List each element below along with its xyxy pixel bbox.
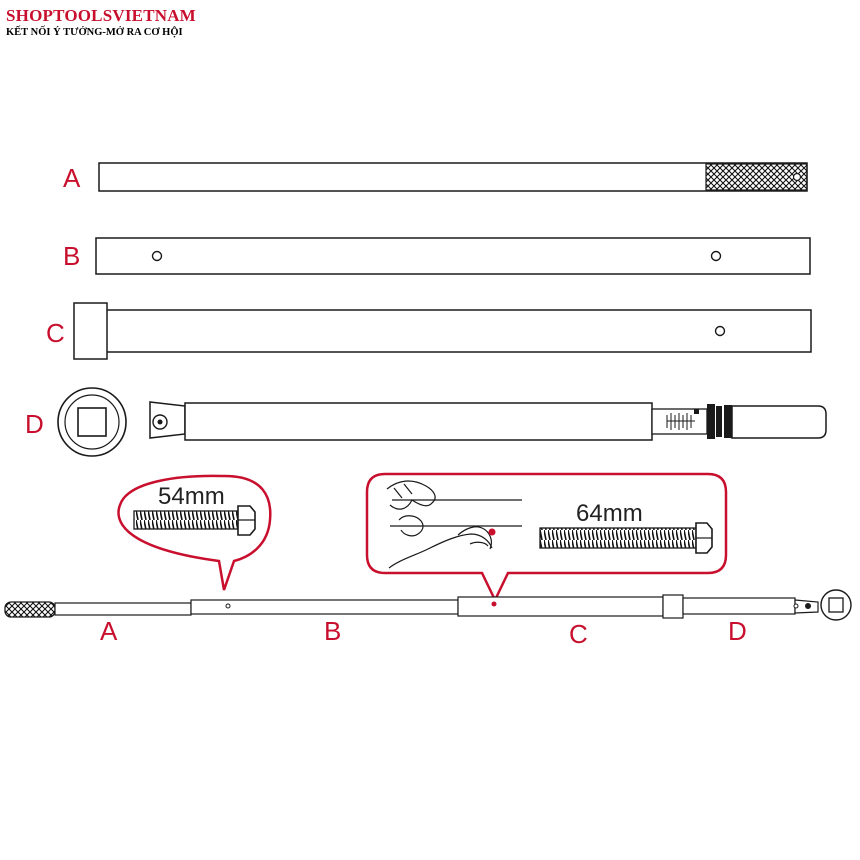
label-part-a: A bbox=[63, 163, 81, 193]
knurled-grip bbox=[706, 164, 807, 190]
part-d-ratchet-wrench bbox=[58, 388, 826, 456]
assembled-segment-d bbox=[683, 598, 795, 614]
callout-64mm bbox=[367, 474, 726, 600]
part-c-tube bbox=[74, 303, 811, 359]
part-b-tube bbox=[96, 238, 810, 274]
bolt-54mm-thread bbox=[134, 511, 238, 529]
assembled-label-c: C bbox=[569, 619, 588, 649]
label-part-b: B bbox=[63, 241, 81, 271]
brand-name: SHOPTOOLSVIETNAM bbox=[6, 6, 196, 25]
label-part-d: D bbox=[25, 409, 44, 439]
grip-handle bbox=[732, 406, 826, 438]
assembled-segment-c bbox=[458, 597, 663, 616]
assembled-wrench bbox=[5, 590, 851, 620]
pin-hole bbox=[153, 252, 162, 261]
assembled-collar bbox=[663, 595, 683, 618]
pin-hole bbox=[716, 327, 725, 336]
bolt-64mm-thread bbox=[540, 528, 696, 548]
assembled-label-b: B bbox=[324, 616, 342, 646]
assembled-knurl bbox=[5, 602, 55, 617]
dimension-54mm: 54mm bbox=[158, 483, 225, 510]
dimension-64mm: 64mm bbox=[576, 500, 643, 527]
assembled-label-d: D bbox=[728, 616, 747, 646]
brand-tagline: KẾT NỐI Ý TƯỞNG-MỞ RA CƠ HỘI bbox=[6, 27, 183, 38]
part-a-handle bbox=[99, 163, 807, 191]
assembled-label-a: A bbox=[100, 616, 118, 646]
wrench-body bbox=[185, 403, 652, 440]
pin-hole bbox=[712, 252, 721, 261]
assembled-segment-a bbox=[55, 603, 191, 615]
coupling-collar bbox=[74, 303, 107, 359]
square-drive bbox=[78, 408, 106, 436]
label-part-c: C bbox=[46, 318, 65, 348]
assembled-segment-b bbox=[191, 600, 458, 614]
